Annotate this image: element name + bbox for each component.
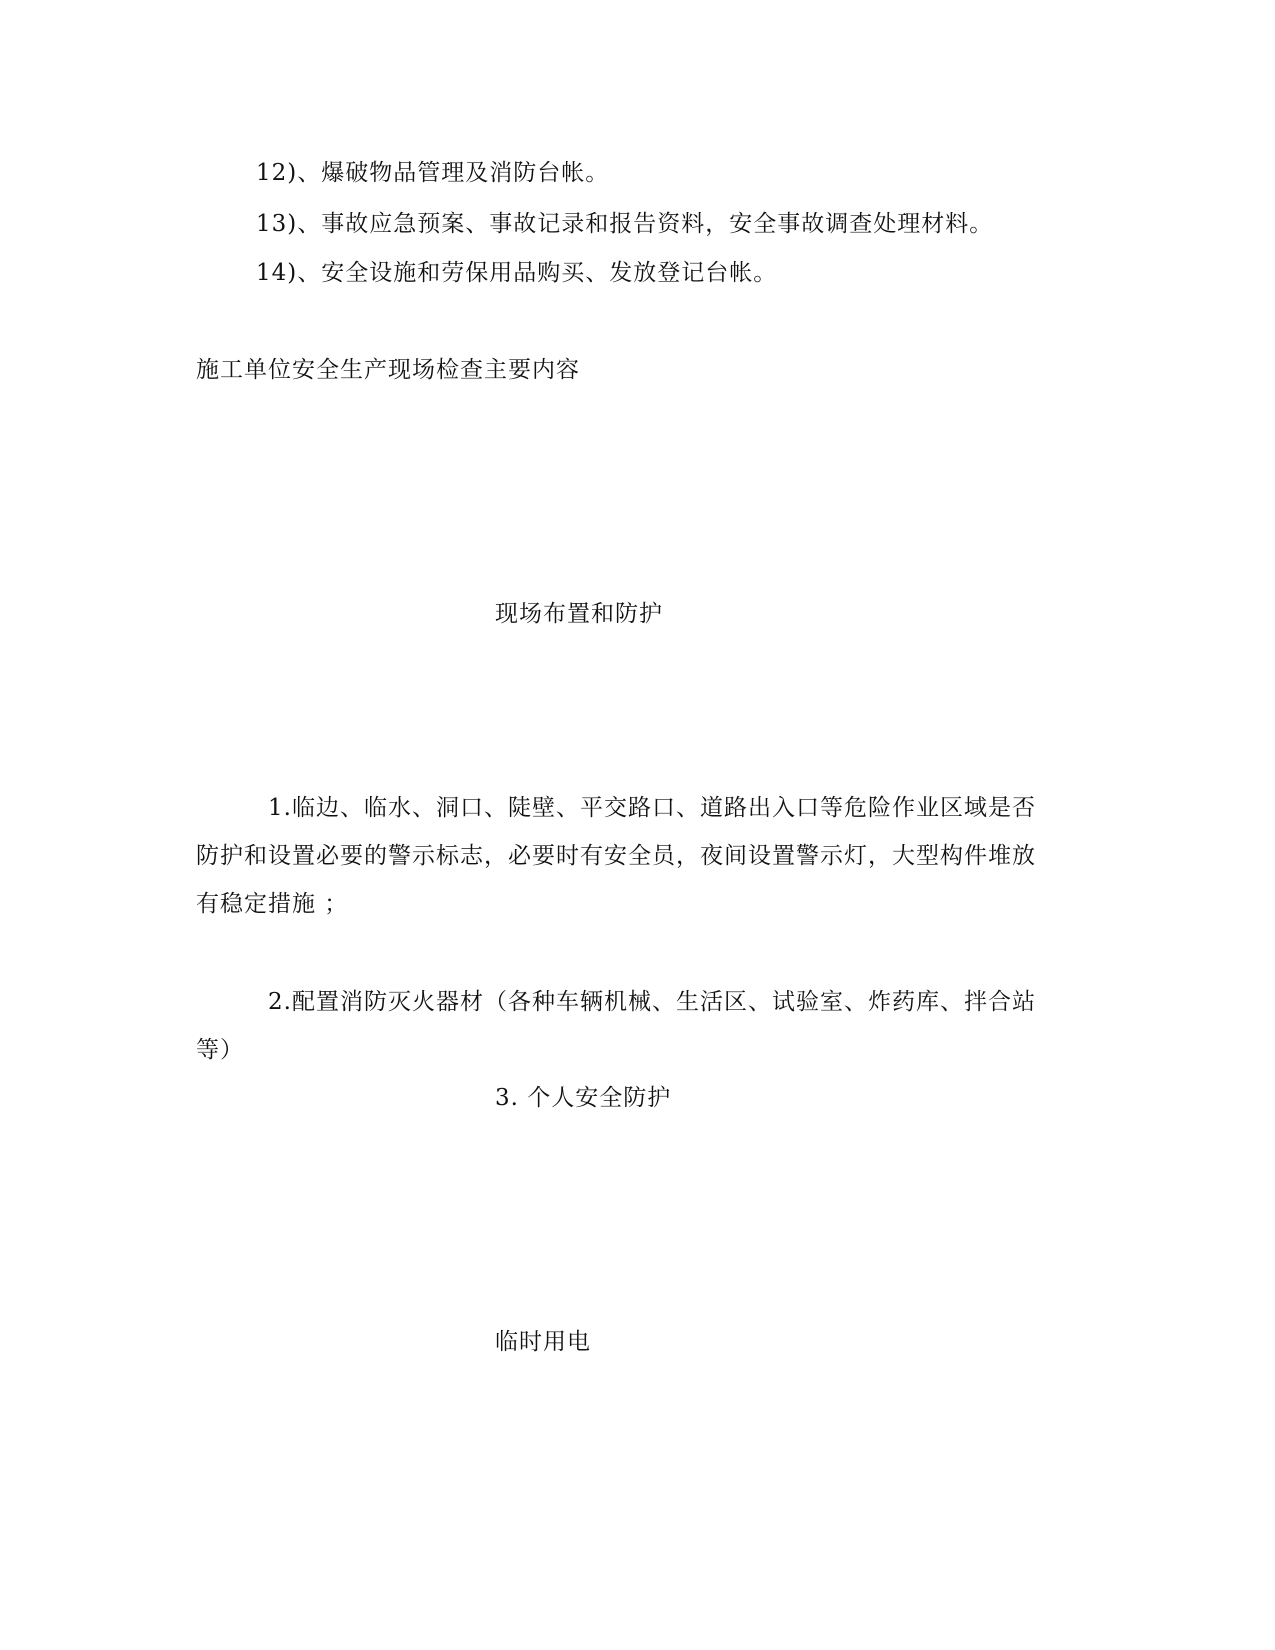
paragraph-line: 1.临边、临水、洞口、陡壁、平交路口、道路出入口等危险作业区域是否 — [268, 795, 1036, 821]
subsection-title-site: 现场布置和防护 — [495, 601, 663, 627]
section-title: 施工单位安全生产现场检查主要内容 — [196, 357, 580, 383]
list-item: 13)、事故应急预案、事故记录和报告资料，安全事故调查处理材料。 — [256, 211, 994, 237]
subsection-title-power: 临时用电 — [495, 1329, 591, 1355]
paragraph-line: 有稳定措施 ； — [196, 891, 349, 917]
paragraph-line: 防护和设置必要的警示标志，必要时有安全员，夜间设置警示灯，大型构件堆放 — [196, 843, 1036, 869]
subsection-title-personal: 3. 个人安全防护 — [495, 1085, 672, 1111]
paragraph-line: 等） — [196, 1037, 244, 1063]
list-item: 14)、安全设施和劳保用品购买、发放登记台帐。 — [256, 260, 778, 286]
paragraph-line: 2.配置消防灭火器材（各种车辆机械、生活区、试验室、炸药库、拌合站 — [268, 989, 1036, 1015]
list-item: 12)、爆破物品管理及消防台帐。 — [256, 160, 610, 186]
